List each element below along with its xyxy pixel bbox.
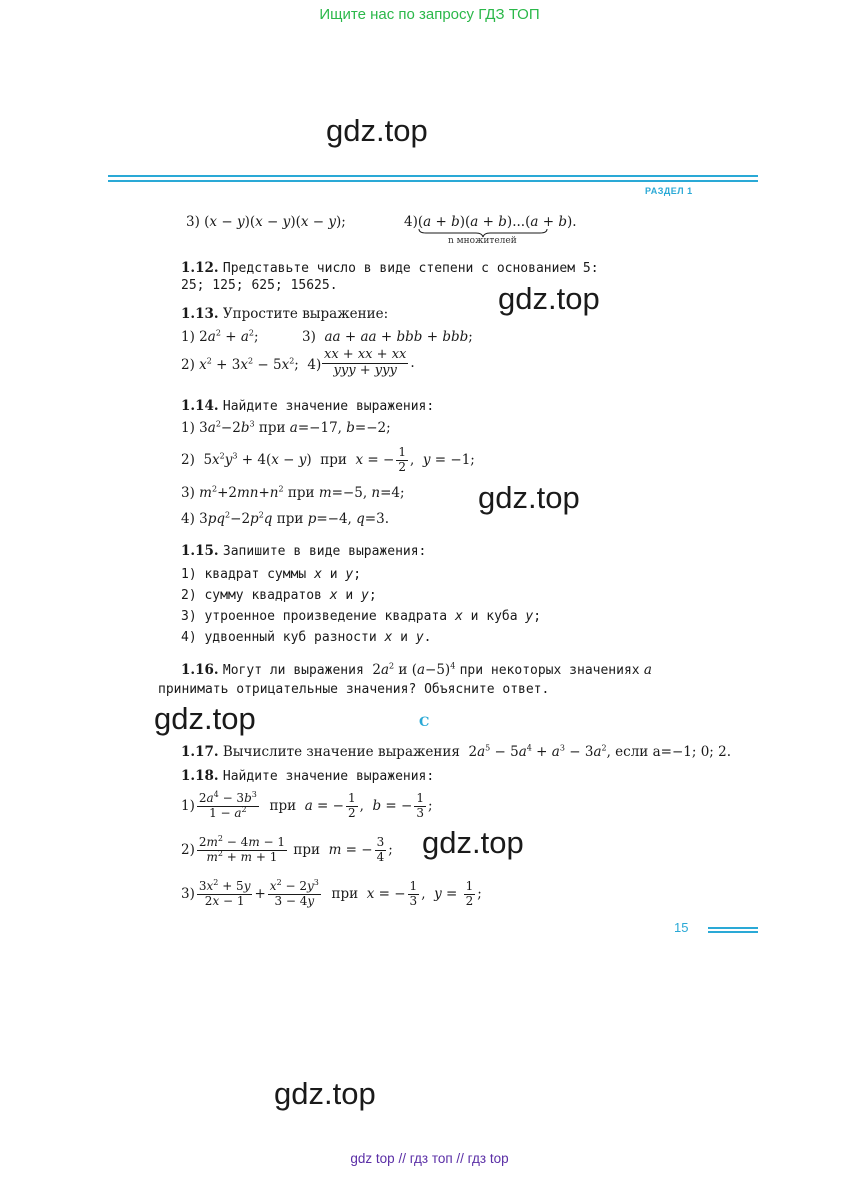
task-1-16: 1.16. Могут ли выражения $2a^2$ и $(a-5)^4$ при некоторых значениях a (181, 661, 652, 678)
task-text: Найдите значение выражения: (222, 769, 435, 784)
expr-1-13-3: 3) aa + aa + bbb + bbb; (302, 329, 473, 345)
task-text: Представьте число в виде степени с основанием 5: (222, 261, 599, 276)
expr-1-18-3: 3) $\frac{3x^2 + 5y}{2x - 1}$ + $\frac{x^2 - 2y^3}{3 - 4y}$ при x = − $\frac{1}{3}$ , y = $\frac{1}{2}$ ; (181, 878, 482, 908)
watermark: gdz.top (154, 701, 256, 736)
list-item: 4) удвоенный куб разности x и y. (181, 630, 432, 645)
search-hint-link[interactable]: Ищите нас по запросу ГДЗ ТОП (319, 6, 540, 23)
task-number: 1.14. (181, 398, 219, 414)
task-values: 25; 125; 625; 15625. (181, 278, 338, 293)
task-1-15 (181, 543, 426, 559)
task-number: 1.15. (181, 543, 219, 559)
expr-1-14-1: 1) $3a^2-2b^3$ при a=−17, b=−2; (181, 419, 391, 436)
task-text: Упростите выражение: (222, 306, 389, 322)
brace-note: n множителей (448, 236, 517, 246)
expr-1-14-2: 2) $5x^2y^3 + 4(x - y)$ при x = − $\frac{1}{2}$ , y = −1; (181, 445, 475, 474)
watermark: gdz.top (326, 113, 428, 148)
task-1-13 (181, 306, 388, 322)
expr-1-13-1: 1) $2a^2 + a^2$; (181, 328, 259, 345)
task-text: Вычислите значение выражения (222, 744, 460, 760)
task-number: 1.16. (181, 662, 219, 678)
task-number: 1.17. (181, 744, 219, 760)
expr-1-14-3: 3) $m^2+2mn+n^2$ при m=−5, n=4; (181, 484, 405, 501)
expr-1-13-2: 2) $x^2 + 3x^2 - 5x^2$; 4) (181, 356, 322, 373)
section-label: РАЗДЕЛ 1 (645, 186, 693, 196)
expr-3: 3) (x − y)(x − y)(x − y); (186, 214, 346, 230)
header-rule (108, 175, 758, 177)
watermark: gdz.top (498, 281, 600, 316)
watermark: gdz.top (274, 1076, 376, 1111)
expr-1-18-2: 2) $\frac{2m^2 - 4m - 1}{m^2 + m + 1}$ при m = − $\frac{3}{4}$ ; (181, 834, 393, 864)
task-text: Могут ли выражения (222, 663, 364, 678)
task-number: 1.13. (181, 306, 219, 322)
watermark: gdz.top (422, 825, 524, 860)
task-text-line2: принимать отрицательные значения? Объясните ответ. (158, 682, 550, 697)
task-1-12 (181, 260, 599, 276)
task-text: Найдите значение выражения: (222, 399, 435, 414)
task-number: 1.18. (181, 768, 219, 784)
task-1-14 (181, 398, 434, 414)
task-1-17: 1.17. Вычислите значение выражения $2a^5 - 5a^4 + a^3 - 3a^2$, если a=−1; 0; 2. (181, 743, 732, 760)
list-item: 1) квадрат суммы x и y; (181, 567, 362, 582)
list-item: 2) сумму квадратов x и y; (181, 588, 377, 603)
expr-1-14-4: 4) $3pq^2-2p^2q$ при p=−4, q=3. (181, 510, 389, 527)
level-marker-c: C (419, 715, 430, 730)
task-number: 1.12. (181, 260, 219, 276)
header-rule (108, 180, 758, 182)
task-1-18 (181, 768, 434, 784)
list-item: 3) утроенное произведение квадрата x и куба y; (181, 609, 542, 624)
page-number-rule (708, 931, 758, 933)
task-text: Запишите в виде выражения: (222, 544, 427, 559)
page-number-rule (708, 927, 758, 929)
footer-links[interactable]: gdz top // гдз топ // гдз top (350, 1151, 509, 1166)
expr-1-18-1: 1) $\frac{2a^4 - 3b^3}{1 - a^2}$ при a = − $\frac{1}{2}$ , b = − $\frac{1}{3}$ ; (181, 790, 433, 820)
watermark: gdz.top (478, 480, 580, 515)
expr-4: 4)(a + b)(a + b)...(a + b). (404, 214, 577, 230)
expr-1-13-4: $\frac{xx + xx + xx}{\text{yyy + yyy}}$ . (324, 347, 415, 378)
task-text: при некоторых значениях (459, 663, 640, 678)
page-number: 15 (674, 920, 689, 935)
